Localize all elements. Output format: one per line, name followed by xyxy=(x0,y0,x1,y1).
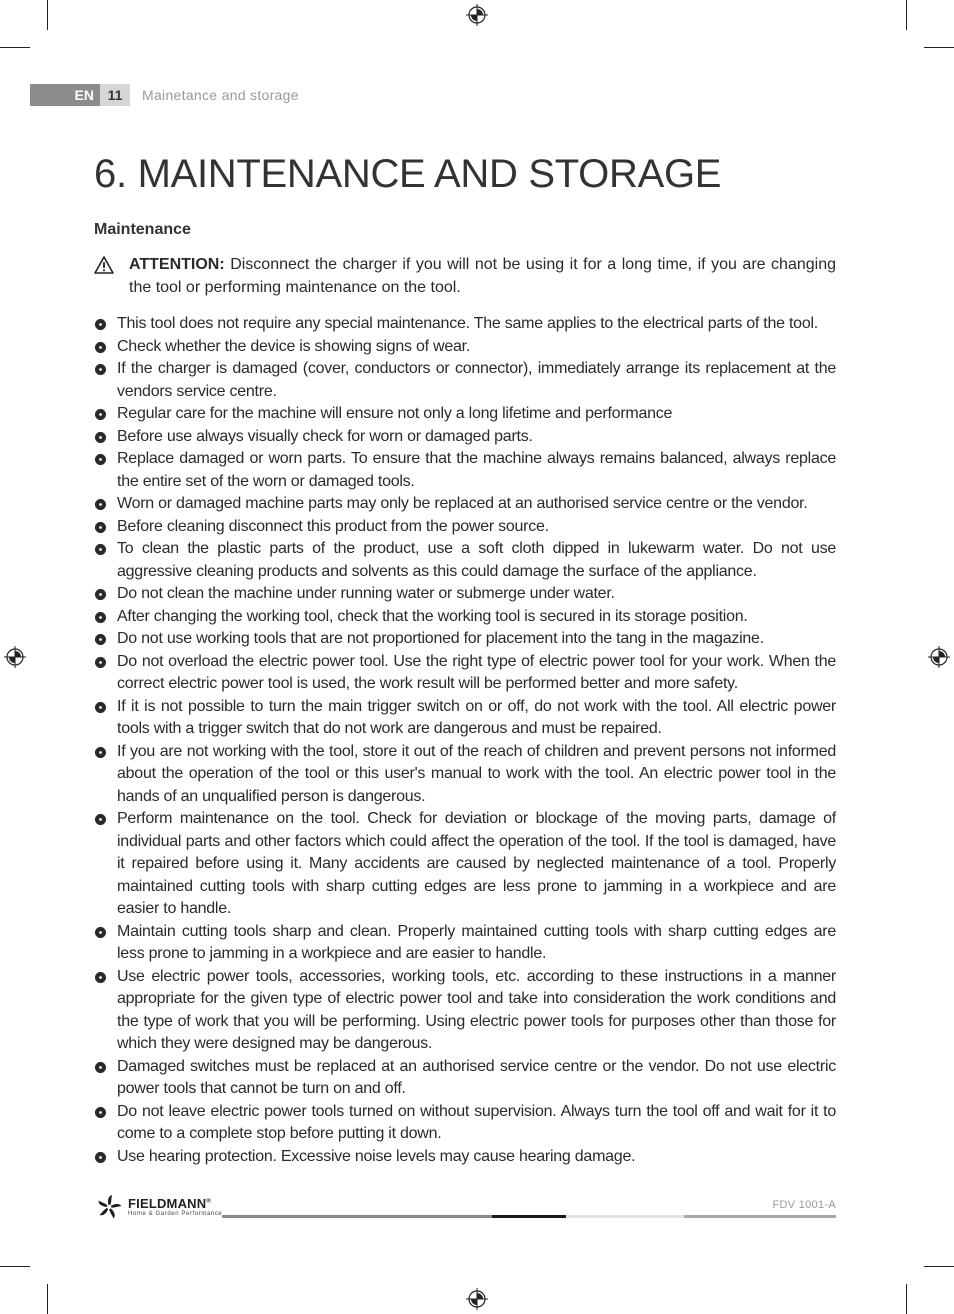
list-item-text: If it is not possible to turn the main trigger switch on or off, do not work with the tool. All electric power tools with a trigger switch that do not work are dangerous and must be repaired. xyxy=(117,697,836,737)
list-item-text: Maintain cutting tools sharp and clean. Properly maintained cutting tools with sharp cutting edges are less prone to jamming in a workpiece and are easier to handle. xyxy=(117,922,836,962)
model-number: FDV 1001-A xyxy=(772,1199,836,1211)
crop-mark xyxy=(924,1266,954,1267)
list-item xyxy=(94,336,836,359)
gear-bullet-icon xyxy=(95,1152,106,1163)
list-item xyxy=(94,403,836,426)
page-header xyxy=(30,84,299,106)
attention-label: ATTENTION: xyxy=(129,256,225,273)
list-item-text: Replace damaged or worn parts. To ensure that the machine always remains balanced, always replace the entire set of the worn or damaged tools. xyxy=(117,450,836,490)
list-item xyxy=(94,1101,836,1146)
crop-mark xyxy=(47,0,48,30)
list-item xyxy=(94,808,836,921)
list-item-text: Regular care for the machine will ensure not only a long lifetime and performance xyxy=(117,405,673,422)
gear-bullet-icon xyxy=(95,612,106,623)
list-item-text: Before use always visually check for worn or damaged parts. xyxy=(117,427,533,445)
list-item xyxy=(94,651,836,696)
gear-bullet-icon xyxy=(95,589,106,600)
gear-bullet-icon xyxy=(95,634,106,645)
list-item xyxy=(94,516,836,539)
footer-bar xyxy=(222,1215,492,1218)
list-item xyxy=(94,741,836,809)
gear-bullet-icon xyxy=(95,454,106,465)
list-item xyxy=(94,538,836,583)
list-item xyxy=(94,628,836,651)
brand-tagline: Home & Garden Performance xyxy=(128,1211,223,1217)
language-tag: EN xyxy=(30,84,100,106)
list-item-text: Check whether the device is showing signs of wear. xyxy=(117,337,471,355)
list-item-text: This tool does not require any special maintenance. The same applies to the electrical parts of the tool. xyxy=(117,315,818,332)
crop-mark xyxy=(0,47,30,48)
crop-mark xyxy=(924,47,954,48)
footer-bar xyxy=(492,1215,566,1218)
page-number: 11 xyxy=(100,84,130,106)
registration-mark-icon xyxy=(466,1288,488,1310)
registration-mark-icon xyxy=(4,646,26,668)
list-item xyxy=(94,921,836,966)
crop-mark xyxy=(0,1266,30,1267)
list-item-text: If you are not working with the tool, store it out of the reach of children and prevent persons not informed about the operation of the tool or this user's manual to work with the tool. An electric power tool in the hands of an unqualified person is dangerous. xyxy=(117,742,836,805)
header-section-title: Mainetance and storage xyxy=(142,87,299,103)
list-item xyxy=(94,696,836,741)
list-item xyxy=(94,313,836,336)
gear-bullet-icon xyxy=(95,364,106,375)
list-item xyxy=(94,1056,836,1101)
gear-bullet-icon xyxy=(95,747,106,758)
gear-bullet-icon xyxy=(95,1062,106,1073)
attention-notice xyxy=(94,254,836,299)
list-item xyxy=(94,426,836,449)
page-title: 6. MAINTENANCE AND STORAGE xyxy=(94,152,722,196)
registration-mark-icon xyxy=(928,646,950,668)
list-item-text: Do not leave electric power tools turned on without supervision. Always turn the tool off and wait for it to come to a complete stop before putting it down. xyxy=(117,1102,836,1142)
section-subheading: Maintenance xyxy=(94,221,191,238)
list-item xyxy=(94,606,836,629)
fieldmann-fan-logo-icon xyxy=(94,1194,124,1220)
list-item xyxy=(94,448,836,493)
list-item-text: Do not overload the electric power tool. Use the right type of electric power tool for your work. When the correct electric power tool is used, the work result will be performed better and more safety. xyxy=(117,652,836,692)
footer-bar xyxy=(684,1215,836,1218)
gear-bullet-icon xyxy=(95,1107,106,1118)
list-item-text: If the charger is damaged (cover, conductors or connector), immediately arrange its replacement at the vendors service centre. xyxy=(117,360,836,400)
list-item-text: Perform maintenance on the tool. Check for deviation or blockage of the moving parts, damage of individual parts and other factors which could affect the operation of the tool. If the tool is damaged, have it repaired before using it. Many accidents are caused by neglected maintenance of a tool. Properly maintained cutting tools with sharp cutting edges are less prone to jamming in a workpiece and are easier to handle. xyxy=(117,810,836,917)
list-item xyxy=(94,493,836,516)
gear-bullet-icon xyxy=(95,499,106,510)
list-item xyxy=(94,583,836,606)
list-item-text: Damaged switches must be replaced at an authorised service centre or the vendor. Do not use electric power tools that cannot be turn on and off. xyxy=(117,1057,836,1097)
list-item-text: Do not clean the machine under running water or submerge under water. xyxy=(117,585,615,602)
list-item-text: Worn or damaged machine parts may only be replaced at an authorised service centre or the vendor. xyxy=(117,495,808,512)
crop-mark xyxy=(906,1284,907,1314)
gear-bullet-icon xyxy=(95,544,106,555)
gear-bullet-icon xyxy=(95,972,106,983)
list-item xyxy=(94,358,836,403)
gear-bullet-icon xyxy=(95,522,106,533)
warning-triangle-icon xyxy=(94,256,114,274)
gear-bullet-icon xyxy=(95,409,106,420)
crop-mark xyxy=(47,1284,48,1314)
gear-bullet-icon xyxy=(95,342,106,353)
list-item-text: Use hearing protection. Excessive noise levels may cause hearing damage. xyxy=(117,1147,636,1165)
attention-body: Disconnect the charger if you will not be using it for a long time, if you are changing the tool or performing maintenance on the tool. xyxy=(129,256,836,296)
gear-bullet-icon xyxy=(95,432,106,443)
maintenance-bullet-list xyxy=(94,313,836,1168)
crop-mark xyxy=(906,0,907,30)
gear-bullet-icon xyxy=(95,319,106,330)
list-item-text: Do not use working tools that are not proportioned for placement into the tang in the magazine. xyxy=(117,630,764,647)
gear-bullet-icon xyxy=(95,657,106,668)
gear-bullet-icon xyxy=(95,927,106,938)
brand-name: FIELDMANN® xyxy=(128,1196,211,1211)
list-item-text: After changing the working tool, check that the working tool is secured in its storage position. xyxy=(117,607,748,625)
attention-text xyxy=(129,254,836,299)
list-item-text: Before cleaning disconnect this product from the power source. xyxy=(117,517,549,535)
gear-bullet-icon xyxy=(95,814,106,825)
list-item-text: To clean the plastic parts of the product, use a soft cloth dipped in lukewarm water. Do not use aggressive cleaning products and solvents as this could damage the surface of the appliance. xyxy=(117,540,836,580)
footer-bar xyxy=(566,1215,684,1218)
gear-bullet-icon xyxy=(95,702,106,713)
list-item-text: Use electric power tools, accessories, working tools, etc. according to these instructions in a manner appropriate for the given type of electric power tool and take into consideration the work conditions and the type of work that you will be performing. Using electric power tools for purposes other than those for which they were designed may be dangerous. xyxy=(117,967,836,1052)
brand-logo xyxy=(94,1194,222,1220)
list-item xyxy=(94,1146,836,1169)
registration-mark-icon xyxy=(466,4,488,26)
list-item xyxy=(94,966,836,1056)
